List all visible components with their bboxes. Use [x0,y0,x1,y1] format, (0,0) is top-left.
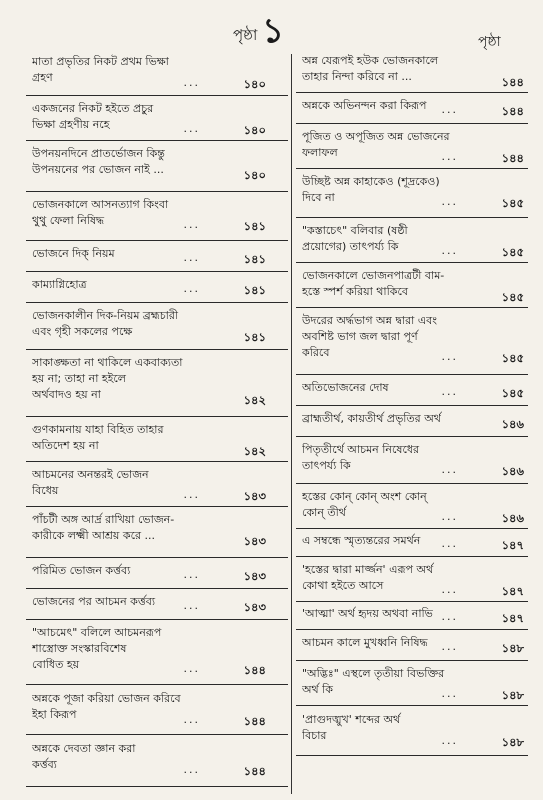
entry-text-line: গুণকামনায় যাহা বিহিত তাহার [32,423,164,436]
dot-leader: ... [441,734,458,747]
entry-page-number: ১৪৮ [501,641,524,655]
entry-page-number: ১৪৭ [501,538,524,552]
entry-text-line: এবং গৃহী সকলের পক্ষে [32,325,133,338]
entry-page-number: ১৪৪ [501,104,524,118]
entry-page-number: ১৪৬ [501,464,524,478]
entry-text-line: অন্নকে পূজা করিয়া ভোজন করিবে [32,692,181,705]
entry-page-number: ১৪১ [243,330,266,344]
dot-leader: ... [441,610,458,623]
entry-text-line: "অদ্ভিঃ" এস্থলে তৃতীয়া বিভক্তির [302,667,445,680]
entry-text-line: ভিক্ষা গ্রহণীয় নহে [32,118,110,131]
entry-page-number: ১৪৪ [243,764,266,778]
entry-page-number: ১৪৫ [501,351,524,365]
entry-text-line: আচমন কালে মুখধ্বনি নিষিদ্ধ [302,636,428,649]
entry-text-line: হস্তের কোন্ কোন্ অংশ কোন্ [302,490,427,503]
dot-leader: ... [183,122,200,135]
entry-text-line: ইহা কিরূপ [32,708,77,721]
entry-text-line: পরিমিত ভোজন কর্ত্তব্য [32,564,131,577]
index-entry [26,625,288,685]
entry-page-number: ১৪৫ [501,245,524,259]
index-entry [296,411,528,437]
index-entry [296,268,528,308]
dot-leader: ... [441,150,458,163]
right-column [296,48,528,756]
dot-leader: ... [183,251,200,264]
entry-page-number: ১৪১ [243,283,266,297]
index-entry [26,594,288,620]
entry-page-number: ১৪৫ [501,386,524,400]
index-entry [296,606,528,630]
entry-text-line: ভোজনের পর আচমন কর্ত্তব্য [32,595,156,608]
dot-leader: ... [183,713,200,726]
index-entry [26,246,288,272]
entry-page-number: ১৪৪ [243,663,266,677]
entry-text-line: বিচার [302,729,327,742]
entry-text-line: উপনয়নের পর ভোজন নাই ... [32,163,164,176]
entry-text-line: ফলাফল [302,146,338,159]
dot-leader: ... [441,350,458,363]
entry-text-line: সাকাঙ্ক্ষতা না থাকিলে একবাক্যতা [32,356,183,369]
entry-text-line: ভোজনকালে আসনত্যাগ কিংবা [32,198,169,211]
entry-text-line: তাহার নিন্দা করিবে না ... [302,70,412,83]
page-label-center: পৃষ্ঠা [233,26,258,44]
entry-page-number: ১৪৪ [501,75,524,89]
entry-text-line: কোন্ তীর্থ [302,506,346,519]
entry-text-line: একজনের নিকট হইতে প্রচুর [32,102,154,115]
dot-leader: ... [441,510,458,523]
entry-page-number: ১৪৩ [243,600,266,614]
dot-leader: ... [183,76,200,89]
entry-page-number: ১৪৩ [243,489,266,503]
index-entry [296,489,528,529]
entry-page-number: ১৪৩ [243,534,266,548]
entry-text-line: হস্তে স্পর্শ করিয়া থাকিবে [302,285,408,298]
entry-text-line: 'হস্তের দ্বারা মার্জ্জন' এরূপ অর্থ [302,563,434,576]
entry-text-line: উদরের অর্দ্ধভাগ অন্ন দ্বারা এবং [302,314,438,327]
dot-leader: ... [441,640,458,653]
column-divider [291,54,292,794]
entry-text-line: কর্ত্তব্য [32,758,57,771]
entry-text-line: অর্থবাদও হয় না [32,388,101,401]
entry-page-number: ১৪৪ [243,714,266,728]
entry-page-number: ১৪৫ [501,196,524,210]
index-entry [26,467,288,507]
entry-text-line: উচ্ছিষ্ট অন্ন কাহাকেও (শূদ্রকেও) [302,175,440,188]
entry-text-line: ভোজনকালীন দিক-নিয়ম ব্রহ্মচারী [32,309,179,322]
entry-page-number: ১৪৮ [501,735,524,749]
dot-leader: ... [441,583,458,596]
entry-page-number: ১৪২ [243,444,266,458]
entry-text-line: প্রয়োগের) তাৎপর্য্য কি [302,240,399,253]
entry-page-number: ১৪৭ [501,611,524,625]
entry-page-number: ১৪২ [243,393,266,407]
index-entry [26,422,288,462]
entry-text-line: পূজিত ও অপূজিত অন্ন ভোজনের [302,130,450,143]
entry-page-number: ১৪৫ [501,290,524,304]
entry-text-line: বোধিত হয় [32,658,80,671]
entry-text-line: শাস্ত্রোক্ত সংস্কারবিশেষ [32,642,127,655]
entry-page-number: ১৪৪ [501,151,524,165]
entry-text-line: পিতৃতীর্থে আচমন নিষেধের [302,443,420,456]
entry-text-line: "আচমেৎ" বলিলে আচমনরূপ [32,626,162,639]
index-entry [26,308,288,350]
entry-text-line: করিবে [302,346,330,359]
entry-page-number: ১৪০ [243,123,266,137]
entry-text-line: উপনয়নদিনে প্রাতর্ভোজন কিন্তু [32,147,165,160]
entry-page-number: ১৪০ [243,168,266,182]
index-entry [296,562,528,602]
entry-text-line: অবশিষ্ট ভাগ জল দ্বারা পূর্ণ [302,330,418,343]
dot-leader: ... [441,537,458,550]
entry-page-number: ১৪১ [243,252,266,266]
entry-text-line: 'আত্মা' অর্থ হৃদয় অথবা নাভি [302,607,433,620]
entry-text-line: কোথা হইতে আসে [302,579,384,592]
dot-leader: ... [441,463,458,476]
index-entry [26,146,288,192]
entry-text-line: আচমনের অনন্তরই ভোজন [32,468,149,481]
index-entry [296,223,528,263]
entry-page-number: ১৪৮ [501,688,524,702]
index-entry [26,512,288,558]
index-entry [296,380,528,406]
index-entry [296,53,528,93]
entry-text-line: তাৎপর্য্য কি [302,459,351,472]
entry-text-line: গ্রহণ [32,71,53,84]
entry-text-line: অতিদেশ হয় না [32,439,99,452]
entry-text-line: "কস্তাচেৎ" বলিবার (ষষ্ঠী [302,224,408,237]
entry-text-line: বিধেয় [32,484,59,497]
entry-text-line: পাঁচটী অঙ্গ আর্দ্র রাখিয়া ভোজন- [32,513,175,526]
entry-text-line: ভোজনকালে ভোজনপাত্রটী বাম- [302,269,445,282]
entry-text-line: দিবে না [302,191,335,204]
entry-text-line: অন্নকে অভিনন্দন করা কিরূপ [302,99,427,112]
dot-leader: ... [441,244,458,257]
entry-text-line: 'প্রাগুদঙ্মুখ' শব্দের অর্থ [302,713,401,726]
index-entry [296,98,528,124]
index-entry [296,313,528,375]
index-entry [296,129,528,169]
entry-page-number: ১৪৬ [501,417,524,431]
entry-page-number: ১৪১ [243,219,266,233]
page-label-right: পৃষ্ঠা [478,34,501,50]
index-entry [296,174,528,218]
entry-text-line: মাতা প্রভৃতির নিকট প্রথম ভিক্ষা [32,55,169,68]
dot-leader: ... [441,385,458,398]
entry-text-line: অন্ন যেরূপই হউক ভোজনকালে [302,54,439,67]
index-entry [26,563,288,589]
dot-leader: ... [183,218,200,231]
index-entry [296,442,528,484]
entry-text-line: অতিভোজনের দোষ [302,381,389,394]
dot-leader: ... [183,763,200,776]
entry-text-line: এ সম্বন্ধে স্মৃত্যন্তরের সমর্থন [302,534,421,547]
index-entry [296,533,528,557]
index-entry [26,355,288,417]
entry-text-line: কারীকে লক্ষ্মী আশ্রয় করে ... [32,529,156,542]
entry-text-line: অর্থ কি [302,683,333,696]
entry-text-line: অন্নকে দেবতা জ্ঞান করা [32,742,136,755]
entry-text-line: হয় না; তাহা না হইলে [32,372,126,385]
index-entry [26,197,288,241]
entry-text-line: ভোজনে দিক্ নিয়ম [32,247,115,260]
entry-text-line: থুথু ফেলা নিষিদ্ধ [32,214,105,227]
dot-leader: ... [441,103,458,116]
dot-leader: ... [183,568,200,581]
dot-leader: ... [441,195,458,208]
entry-page-number: ১৪০ [243,77,266,91]
entry-page-number: ১৪৭ [501,584,524,598]
left-column [26,48,288,787]
entry-page-number: ১৪৬ [501,511,524,525]
dot-leader: ... [183,282,200,295]
index-entry [296,712,528,756]
index-entry [296,635,528,661]
entry-text-line: কাম্যাগ্নিহোত্র [32,278,87,291]
dot-leader: ... [441,687,458,700]
entry-page-number: ১৪৩ [243,569,266,583]
index-entry [26,691,288,735]
dot-leader: ... [183,662,200,675]
index-entry [26,741,288,787]
index-entry [26,101,288,141]
index-entry [26,277,288,303]
entry-text-line: ব্রাহ্মতীর্থ, কায়তীর্থ প্রভৃতির অর্থ [302,412,441,425]
dot-leader: ... [183,488,200,501]
index-entry [26,54,288,96]
index-entry [296,666,528,706]
dot-leader: ... [183,599,200,612]
page-number: ১ [262,11,285,51]
